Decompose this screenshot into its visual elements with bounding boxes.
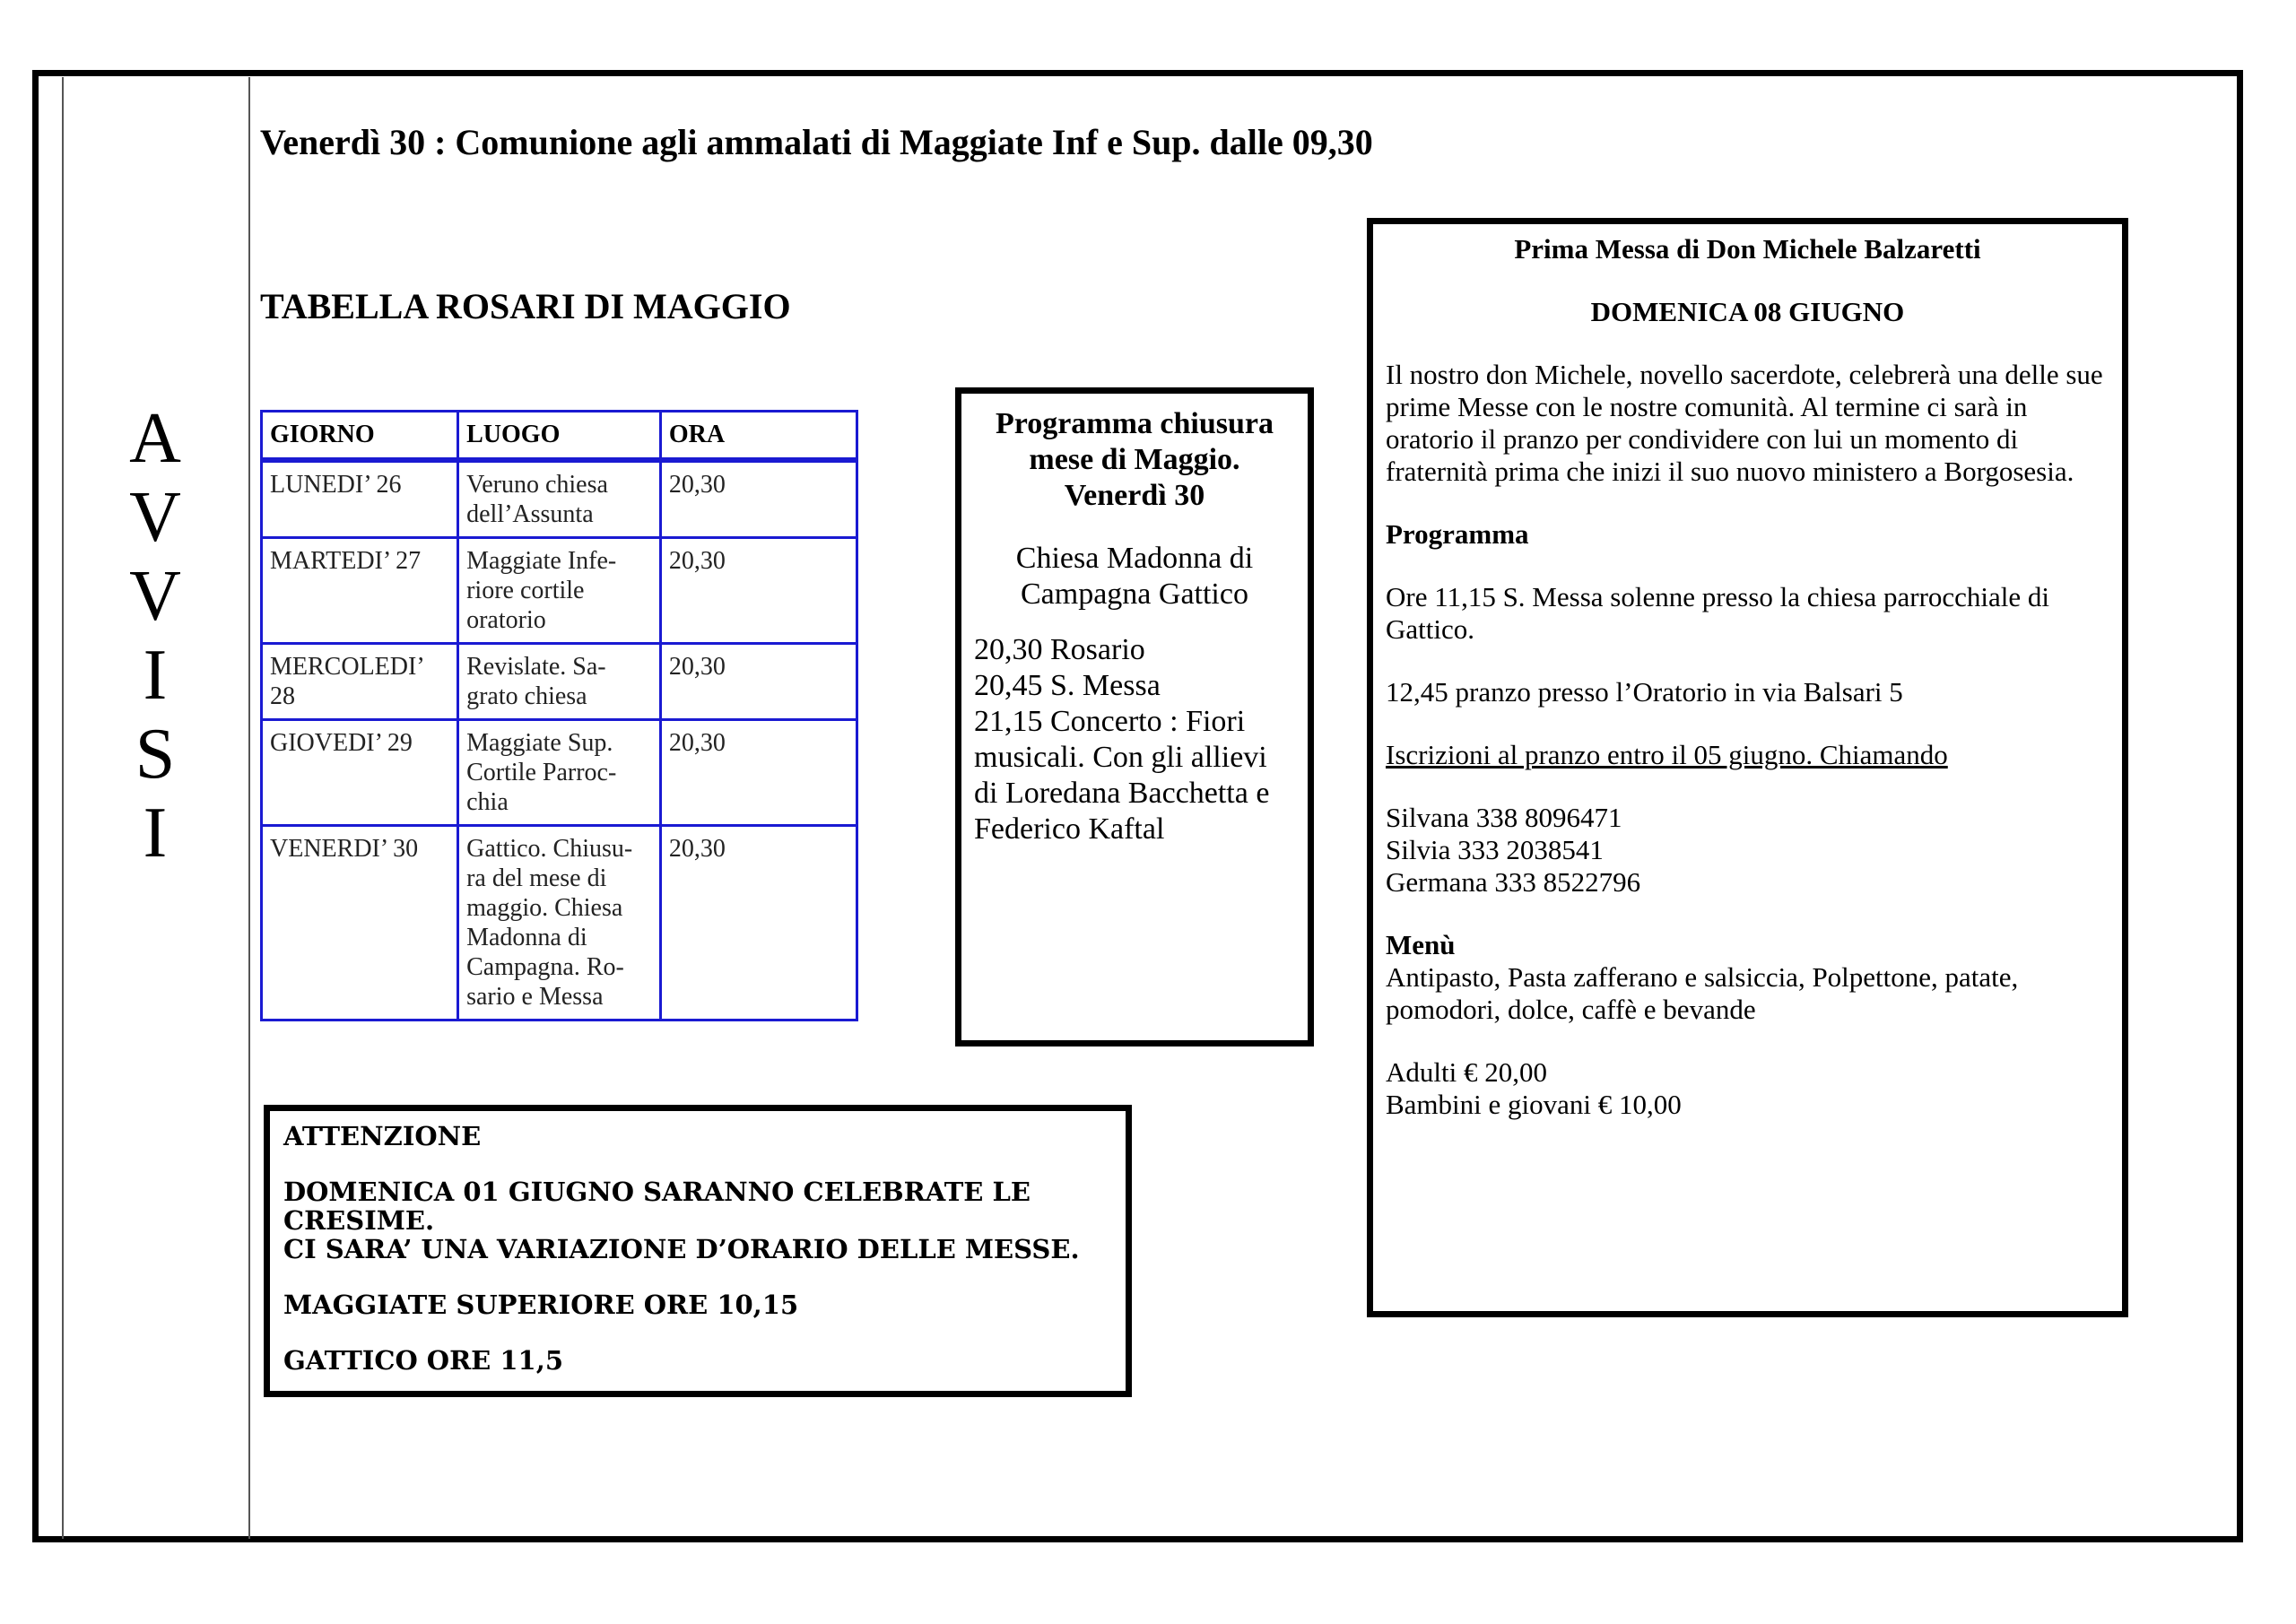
cell-luogo: Revislate. Sa-grato chiesa — [458, 644, 661, 720]
attenzione-line: GATTICO ORE 11,5 — [283, 1345, 564, 1376]
rosari-table — [260, 410, 858, 1021]
attenzione-line: MAGGIATE SUPERIORE ORE 10,15 — [283, 1290, 799, 1320]
cell-ora: 20,30 — [660, 720, 857, 826]
chiusura-program — [974, 632, 1295, 847]
cell-ora: 20,30 — [660, 538, 857, 644]
attenzione-line: DOMENICA 01 GIUGNO SARANNO CELEBRATE LE CRESIME. — [283, 1177, 1031, 1236]
contact-item: Germana 333 8522796 — [1386, 866, 1641, 898]
iscrizioni-note: Iscrizioni al pranzo entro il 05 giugno. Chiamando — [1386, 739, 1948, 770]
menu-text: Antipasto, Pasta zafferano e salsiccia, Polpettone, patate, pomodori, dolce, caffè e bevande — [1386, 961, 2019, 1025]
chiusura-title-line: mese di Maggio. — [1029, 443, 1240, 476]
table-row — [262, 460, 857, 538]
chiusura-title-line: Programma chiusura — [995, 407, 1274, 440]
attenzione-title: ATTENZIONE — [283, 1121, 482, 1151]
programma-item: 12,45 pranzo presso l’Oratorio in via Balsari 5 — [1386, 676, 1903, 708]
side-rule-right — [248, 77, 250, 1539]
table-row — [262, 538, 857, 644]
chiusura-box — [955, 387, 1314, 1046]
cell-luogo: Gattico. Chiusu-ra del mese di maggio. Chiesa Madonna di Campagna. Ro-sario e Messa — [458, 826, 661, 1020]
chiusura-chiesa-line: Chiesa Madonna di — [1015, 542, 1254, 575]
table-row — [262, 644, 857, 720]
prima-messa-box — [1367, 218, 2128, 1317]
avvisi-vertical-label — [63, 81, 248, 1542]
prima-messa-intro: Il nostro don Michele, novello sacerdote, celebrerà una delle sue prime Messe con le nostre comunità. Al termine ci sarà in oratorio il pranzo per condividere con lui un momento di fraternità prima che inizi il suo nuovo ministero a Borgosesia. — [1386, 359, 2103, 487]
attenzione-box — [264, 1105, 1132, 1397]
chiusura-title-line: Venerdì 30 — [1064, 479, 1205, 512]
header-giorno: GIORNO — [262, 412, 458, 461]
cell-ora: 20,30 — [660, 644, 857, 720]
avvisi-letter: A — [129, 399, 181, 478]
cell-giorno: LUNEDI’ 26 — [262, 460, 458, 538]
programma-label: Programma — [1386, 518, 1529, 550]
table-header-row — [262, 412, 857, 461]
menu-label: Menù — [1386, 929, 1456, 960]
cell-luogo: Maggiate Infe-riore cortile oratorio — [458, 538, 661, 644]
contact-item: Silvana 338 8096471 — [1386, 802, 1622, 833]
chiusura-title — [974, 406, 1295, 514]
price-child: Bambini e giovani € 10,00 — [1386, 1089, 1682, 1120]
prima-messa-date: DOMENICA 08 GIUGNO — [1590, 296, 1905, 327]
attenzione-line: CI SARA’ UNA VARIAZIONE D’ORARIO DELLE MESSE. — [283, 1234, 1080, 1264]
cell-ora: 20,30 — [660, 826, 857, 1020]
cell-giorno: VENERDI’ 30 — [262, 826, 458, 1020]
programma-item: Ore 11,15 S. Messa solenne presso la chiesa parrocchiale di Gattico. — [1386, 581, 2050, 645]
table-title: TABELLA ROSARI DI MAGGIO — [260, 286, 791, 326]
program-line: 21,15 Concerto : Fiori musicali. Con gli allievi di Loredana Bacchetta e Federico Kaftal — [974, 705, 1270, 846]
header-luogo: LUOGO — [458, 412, 661, 461]
chiusura-chiesa-line: Campagna Gattico — [1021, 578, 1248, 611]
cell-luogo: Veruno chiesa dell’Assunta — [458, 460, 661, 538]
avvisi-letter: S — [135, 715, 176, 794]
prima-messa-title: Prima Messa di Don Michele Balzaretti — [1514, 233, 1981, 265]
contact-list — [1386, 802, 2109, 899]
avvisi-letter: V — [129, 557, 181, 636]
program-line: 20,30 Rosario — [974, 633, 1145, 666]
avvisi-letter: V — [129, 478, 181, 557]
cell-luogo: Maggiate Sup. Cortile Parroc-chia — [458, 720, 661, 826]
cell-giorno: MARTEDI’ 27 — [262, 538, 458, 644]
cell-ora: 20,30 — [660, 460, 857, 538]
chiusura-chiesa — [974, 541, 1295, 612]
avvisi-letter: I — [143, 794, 168, 873]
header-line: Venerdì 30 : Comunione agli ammalati di Maggiate Inf e Sup. dalle 09,30 — [260, 122, 1373, 162]
cell-giorno: GIOVEDI’ 29 — [262, 720, 458, 826]
program-line: 20,45 S. Messa — [974, 669, 1161, 702]
price-adult: Adulti € 20,00 — [1386, 1056, 1547, 1088]
cell-giorno: MERCOLEDI’ 28 — [262, 644, 458, 720]
contact-item: Silvia 333 2038541 — [1386, 834, 1604, 865]
header-ora: ORA — [660, 412, 857, 461]
table-row — [262, 720, 857, 826]
table-row — [262, 826, 857, 1020]
avvisi-letter: I — [143, 636, 168, 715]
